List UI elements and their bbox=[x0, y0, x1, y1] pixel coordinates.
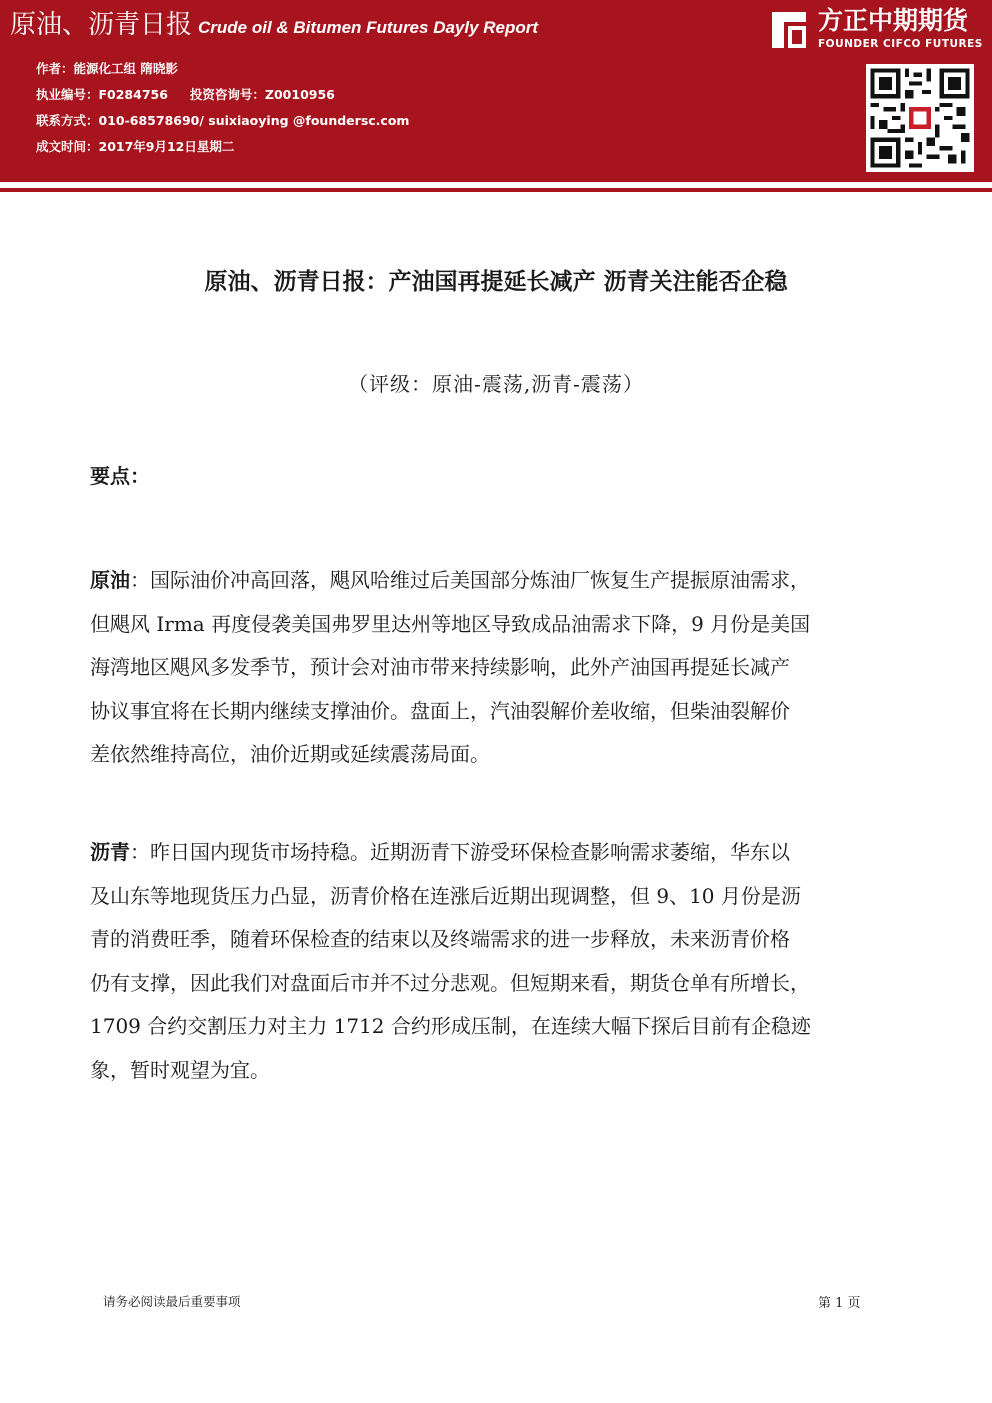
text-line: 及山东等地现货压力凸显，沥青价格在连涨后近期出现调整，但 9、10 月份是沥 bbox=[90, 883, 801, 908]
text-line: 海湾地区飓风多发季节，预计会对油市带来持续影响，此外产油国再提延长减产 bbox=[90, 655, 790, 679]
license-number: 执业编号：F0284756 bbox=[36, 87, 168, 102]
logo-name-cn: 方正中期期货 bbox=[818, 6, 969, 35]
text-line: 但飓风 Irma 再度侵袭美国弗罗里达州等地区导致成品油需求下降，9 月份是美国 bbox=[90, 611, 811, 636]
crude-oil-paragraph bbox=[90, 559, 908, 777]
text-line: 沥青：昨日国内现货市场持稳。近期沥青下游受环保检查影响需求萎缩，华东以 bbox=[90, 840, 790, 864]
page-number: 第 1 页 bbox=[818, 1296, 861, 1311]
contact: 联系方式：010-68578690/ suixiaoying @foundersc.com bbox=[36, 113, 410, 128]
text-line: 1709 合约交割压力对主力 1712 合约形成压制，在连续大幅下探后目前有企稳迹 bbox=[90, 1014, 811, 1038]
keypoints-heading: 要点： bbox=[90, 464, 150, 488]
header-title bbox=[10, 6, 538, 47]
report-header bbox=[0, 0, 992, 182]
advisory-number: 投资咨询号：Z0010956 bbox=[189, 87, 335, 102]
rating: （评级：原油-震荡,沥青-震荡） bbox=[348, 372, 644, 396]
founder-logo-icon bbox=[770, 10, 808, 50]
document-title: 原油、沥青日报：产油国再提延长减产 沥青关注能否企稳 bbox=[204, 269, 788, 295]
header-title-cn: 原油、沥青日报 bbox=[10, 10, 193, 40]
crude-oil-lead: 原油 bbox=[90, 568, 130, 592]
text-line: 仍有支撑，因此我们对盘面后市并不过分悲观。但短期来看，期货仓单有所增长， bbox=[90, 970, 810, 995]
header-rule bbox=[0, 188, 992, 192]
text-line: 象，暂时观望为宜。 bbox=[90, 1057, 270, 1082]
bitumen-lead: 沥青 bbox=[90, 840, 130, 864]
text-line: 原油：国际油价冲高回落，飓风哈维过后美国部分炼油厂恢复生产提振原油需求， bbox=[90, 568, 810, 592]
author: 作者：能源化工组 隋晓影 bbox=[36, 61, 178, 76]
text-line: 青的消费旺季，随着环保检查的结束以及终端需求的进一步释放，未来沥青价格 bbox=[90, 927, 790, 951]
date: 成文时间：2017年9月12日星期二 bbox=[36, 139, 235, 154]
text-line: 协议事宜将在长期内继续支撑油价。盘面上，汽油裂解价差收缩，但柴油裂解价 bbox=[90, 698, 790, 723]
bitumen-paragraph bbox=[90, 831, 908, 1092]
qr-code-icon bbox=[866, 64, 974, 172]
text-line: 差依然维持高位，油价近期或延续震荡局面。 bbox=[90, 742, 490, 766]
header-title-en: Crude oil & Bitumen Futures Dayly Report bbox=[198, 18, 539, 37]
company-logo bbox=[770, 4, 985, 56]
logo-name-en: FOUNDER CIFCO FUTURES bbox=[818, 38, 983, 50]
footer-note: 请务必阅读最后重要事项 bbox=[103, 1294, 241, 1309]
author-meta bbox=[36, 56, 409, 160]
